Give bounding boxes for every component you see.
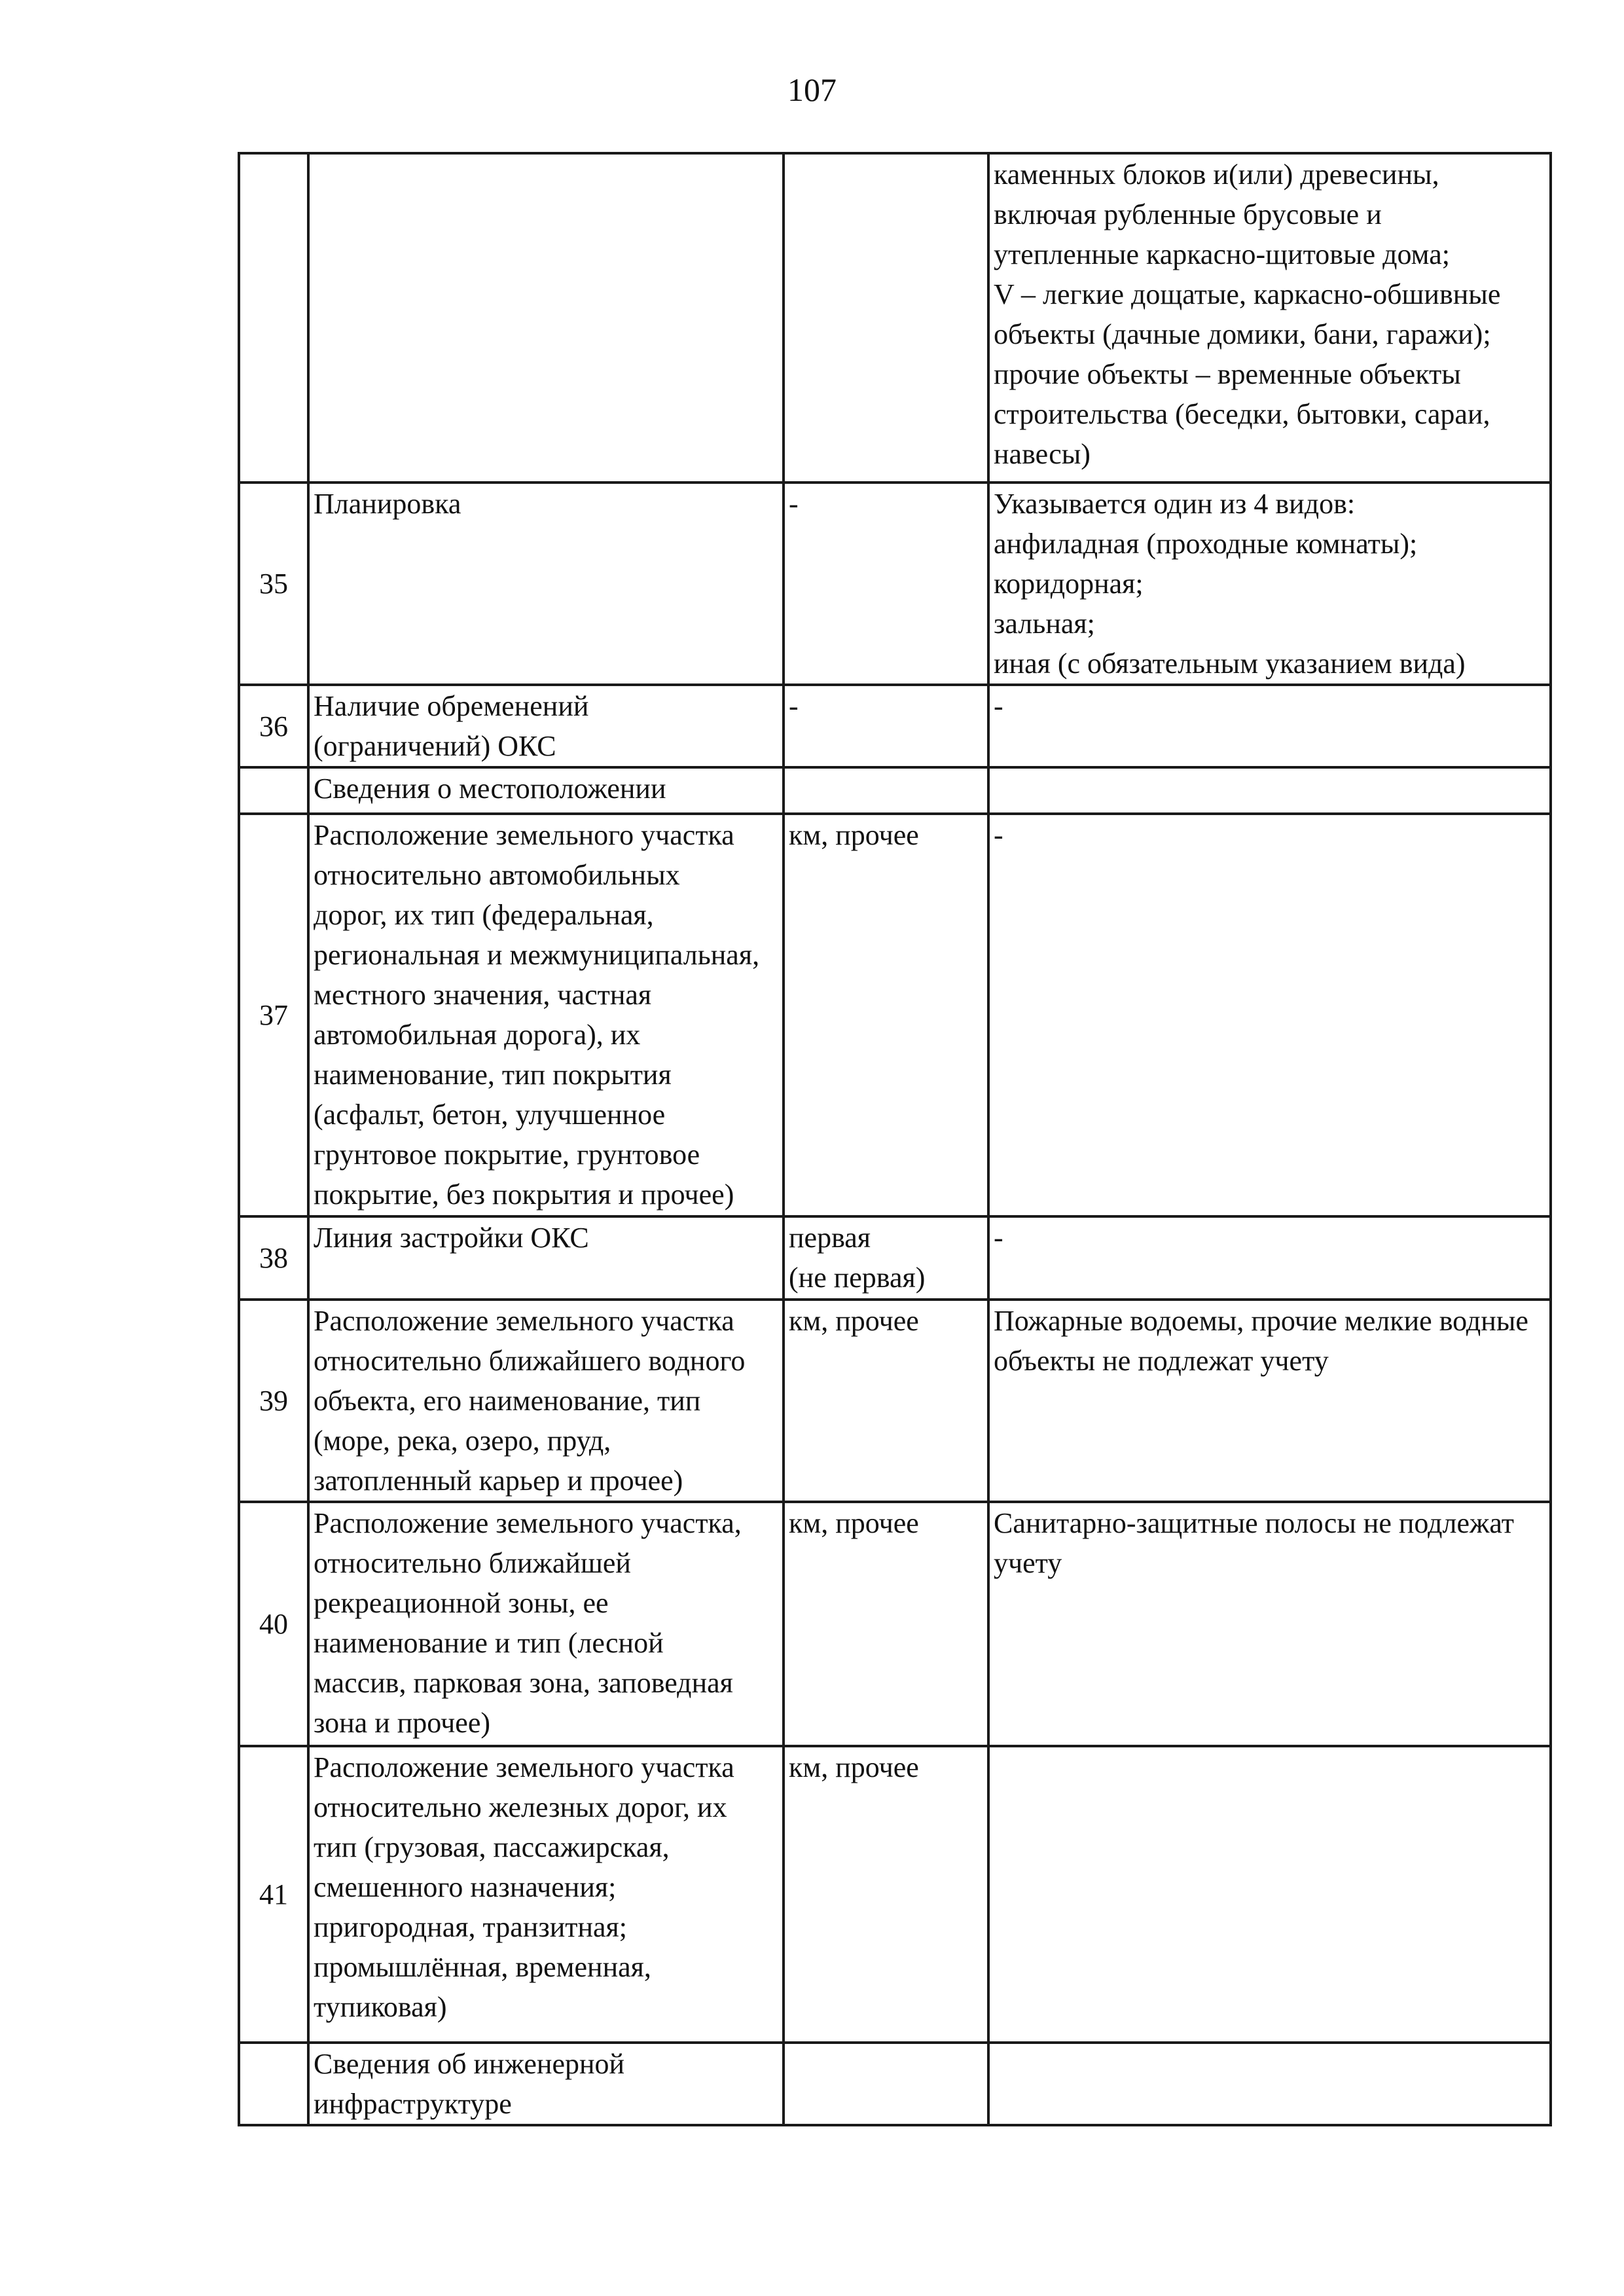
note-cell-line: - [994,819,1003,851]
attribute-name [308,483,784,685]
attribute-name-line: Планировка [314,488,461,520]
unit-cell [784,1502,988,1746]
attribute-name [308,1502,784,1746]
attribute-name-line: объекта, его наименование, тип [314,1385,701,1417]
attribute-name-line: Наличие обременений [314,690,589,722]
unit-cell [784,1746,988,2043]
row-number [239,153,308,483]
note-cell-line: Санитарно-защитные полосы не подлежат [994,1507,1515,1539]
note-cell-line: каменных блоков и(или) древесины, [994,158,1439,191]
attribute-name [308,1746,784,2043]
table-body [239,153,1551,2125]
row-number-text: 38 [259,1242,288,1274]
attribute-name-line: местного значения, частная [314,979,652,1011]
attribute-name-line: тип (грузовая, пассажирская, [314,1831,670,1863]
row-number [239,1746,308,2043]
attribute-name-line: затопленный карьер и прочее) [314,1465,683,1497]
attribute-name-line: Расположение земельного участка [314,819,734,851]
row-number [239,2043,308,2125]
note-cell-line: учету [994,1547,1062,1579]
table-row [239,685,1551,767]
attribute-name-line: Расположение земельного участка, [314,1507,742,1539]
note-cell-line: прочие объекты – временные объекты [994,358,1461,390]
attribute-name [308,814,784,1216]
row-number [239,1502,308,1746]
note-cell-line: анфиладная (проходные комнаты); [994,528,1418,560]
attribute-name-line: покрытие, без покрытия и прочее) [314,1178,734,1211]
attribute-name-line: Сведения о местоположении [314,773,666,805]
row-number [239,685,308,767]
table-row [239,1216,1551,1300]
attribute-name-line: грунтовое покрытие, грунтовое [314,1139,700,1171]
table-row [239,2043,1551,2125]
note-cell [988,685,1551,767]
unit-cell-line: км, прочее [789,1305,919,1337]
row-number [239,1216,308,1300]
attribute-name-line: смешенного назначения; [314,1871,617,1903]
table-row [239,1502,1551,1746]
attribute-name [308,767,784,814]
row-number [239,1300,308,1502]
unit-cell [784,1216,988,1300]
attribute-name-line: Расположение земельного участка [314,1751,734,1783]
attributes-table [238,152,1552,2126]
attribute-name-line: тупиковая) [314,1991,447,2023]
unit-cell-line: - [789,690,799,722]
attribute-name-line: наименование, тип покрытия [314,1059,672,1091]
unit-cell [784,2043,988,2125]
note-cell-line: навесы) [994,438,1091,470]
attribute-name-line: автомобильная дорога), их [314,1019,641,1051]
note-cell-line: иная (с обязательным указанием вида) [994,647,1466,680]
unit-cell [784,1300,988,1502]
attribute-name-line: Линия застройки ОКС [314,1222,589,1254]
attribute-name-line: относительно железных дорог, их [314,1791,727,1823]
attribute-name-line: рекреационной зоны, ее [314,1587,609,1619]
note-cell-line: - [994,690,1003,722]
unit-cell [784,483,988,685]
unit-cell-line: первая [789,1222,871,1254]
row-number-text: 37 [259,999,288,1031]
attribute-name [308,685,784,767]
attribute-name-line: пригородная, транзитная; [314,1911,628,1943]
unit-cell [784,814,988,1216]
row-number-text: 40 [259,1608,288,1640]
row-number-text: 41 [259,1878,288,1910]
unit-cell-line: км, прочее [789,1507,919,1539]
attribute-name [308,1300,784,1502]
note-cell [988,153,1551,483]
note-cell-line: зальная; [994,608,1095,640]
row-number [239,814,308,1216]
row-number [239,767,308,814]
attribute-name-line: Расположение земельного участка [314,1305,734,1337]
attribute-name-line: региональная и межмуниципальная, [314,939,760,971]
row-number [239,483,308,685]
note-cell [988,1746,1551,2043]
note-cell-line: V – легкие дощатые, каркасно-обшивные [994,278,1501,310]
note-cell [988,1216,1551,1300]
attribute-name-line: дорог, их тип (федеральная, [314,899,654,931]
note-cell [988,1300,1551,1502]
unit-cell-line: км, прочее [789,1751,919,1783]
table-row [239,814,1551,1216]
note-cell-line: Пожарные водоемы, прочие мелкие водные [994,1305,1528,1337]
table-row [239,1746,1551,2043]
note-cell-line: утепленные каркасно-щитовые дома; [994,238,1450,270]
attribute-name-line: относительно ближайшего водного [314,1345,746,1377]
note-cell [988,767,1551,814]
table-row [239,1300,1551,1502]
row-number-text: 35 [259,568,288,600]
attribute-name-line: наименование и тип (лесной [314,1627,664,1659]
table-row [239,483,1551,685]
note-cell-line: объекты не подлежат учету [994,1345,1329,1377]
note-cell [988,2043,1551,2125]
unit-cell-line: км, прочее [789,819,919,851]
attribute-name-line: относительно ближайшей [314,1547,631,1579]
page-number: 107 [787,71,837,108]
attribute-name-line: относительно автомобильных [314,859,680,891]
attribute-name-line: массив, парковая зона, заповедная [314,1667,733,1699]
attribute-name-line: (море, река, озеро, пруд, [314,1425,611,1457]
note-cell-line: - [994,1222,1003,1254]
note-cell [988,814,1551,1216]
table-row [239,767,1551,814]
unit-cell [784,767,988,814]
note-cell [988,483,1551,685]
unit-cell-line: - [789,488,799,520]
table-row [239,153,1551,483]
attribute-name [308,153,784,483]
attribute-name-line: инфраструктуре [314,2088,512,2120]
note-cell-line: коридорная; [994,568,1144,600]
note-cell-line: объекты (дачные домики, бани, гаражи); [994,318,1491,350]
row-number-text: 36 [259,710,288,742]
unit-cell [784,153,988,483]
attribute-name-line: Сведения об инженерной [314,2048,625,2080]
attribute-name [308,2043,784,2125]
note-cell [988,1502,1551,1746]
note-cell-line: включая рубленные брусовые и [994,198,1382,230]
attribute-name-line: (ограничений) ОКС [314,730,556,762]
attribute-name-line: промышлённая, временная, [314,1951,651,1983]
attribute-name-line: (асфальт, бетон, улучшенное [314,1099,666,1131]
note-cell-line: Указывается один из 4 видов: [994,488,1356,520]
unit-cell [784,685,988,767]
note-cell-line: строительства (беседки, бытовки, сараи, [994,398,1490,430]
attribute-name-line: зона и прочее) [314,1707,490,1739]
attribute-name [308,1216,784,1300]
unit-cell-line: (не первая) [789,1262,926,1294]
row-number-text: 39 [259,1385,288,1417]
